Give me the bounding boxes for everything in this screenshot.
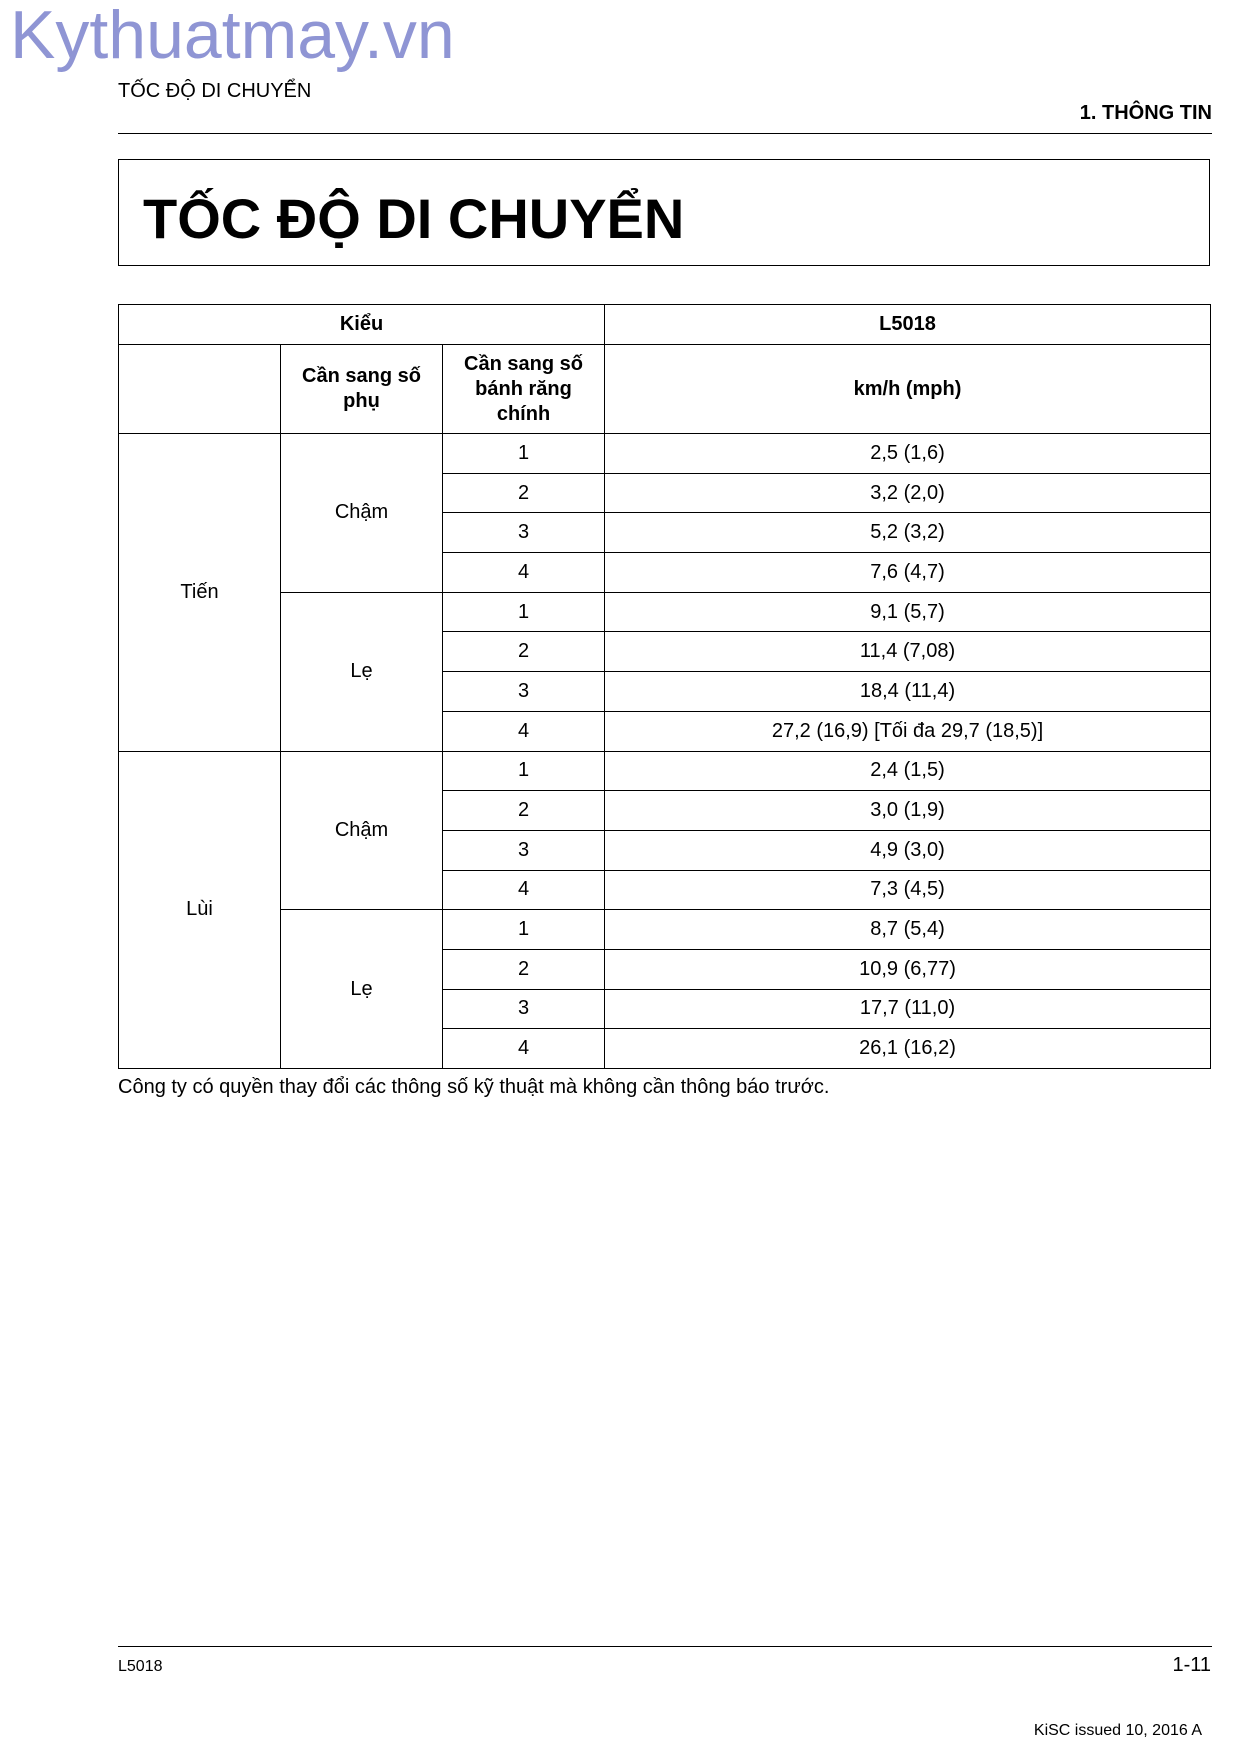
gear-cell: 2 [443,949,605,989]
speed-cell: 5,2 (3,2) [605,513,1211,553]
speed-cell: 10,9 (6,77) [605,949,1211,989]
title-box [118,159,1210,266]
speed-cell: 7,6 (4,7) [605,553,1211,593]
issue-note: KiSC issued 10, 2016 A [1033,1722,1202,1739]
table-subheader-row [119,345,1211,434]
gear-cell: 2 [443,473,605,513]
range-cell: Lẹ [281,910,443,1069]
speed-cell: 2,4 (1,5) [605,751,1211,791]
range-cell: Chậm [281,751,443,910]
speed-cell: 7,3 (4,5) [605,870,1211,910]
speed-cell: 26,1 (16,2) [605,1029,1211,1069]
header-model-value: L5018 [605,305,1211,345]
page-number: 1-11 [1172,1654,1211,1676]
speed-cell: 4,9 (3,0) [605,830,1211,870]
travel-speed-table [118,304,1211,1069]
table-row [119,910,1211,950]
footnote: Công ty có quyền thay đổi các thông số kỹ thuật mà không cần thông báo trước. [118,1076,830,1098]
gear-cell: 4 [443,870,605,910]
speed-cell: 2,5 (1,6) [605,434,1211,474]
range-cell: Chậm [281,434,443,593]
speed-cell: 3,0 (1,9) [605,791,1211,831]
gear-cell: 3 [443,672,605,712]
table-row [119,592,1211,632]
gear-cell: 1 [443,751,605,791]
speed-cell: 9,1 (5,7) [605,592,1211,632]
header-aux-shift-text: Cần sang số phụ [302,365,421,412]
gear-cell: 3 [443,513,605,553]
gear-cell: 4 [443,1029,605,1069]
footer-model: L5018 [118,1658,163,1675]
speed-cell: 3,2 (2,0) [605,473,1211,513]
gear-cell: 1 [443,910,605,950]
running-header-title: TỐC ĐỘ DI CHUYỂN [118,80,312,102]
header-main-shift [443,345,605,434]
speed-cell: 18,4 (11,4) [605,672,1211,712]
gear-cell: 2 [443,791,605,831]
speed-cell: 17,7 (11,0) [605,989,1211,1029]
table-row [119,751,1211,791]
footer-divider [118,1646,1212,1647]
gear-cell: 3 [443,989,605,1029]
range-cell: Lẹ [281,592,443,751]
gear-cell: 4 [443,553,605,593]
direction-cell: Lùi [119,751,281,1069]
speed-cell: 8,7 (5,4) [605,910,1211,950]
speed-cell: 27,2 (16,9) [Tối đa 29,7 (18,5)] [605,711,1211,751]
gear-cell: 2 [443,632,605,672]
running-header-section: 1. THÔNG TIN [1079,102,1212,124]
gear-cell: 3 [443,830,605,870]
header-divider [118,133,1212,134]
header-aux-shift [281,345,443,434]
gear-cell: 1 [443,434,605,474]
gear-cell: 1 [443,592,605,632]
watermark-logo: Kythuatmay.vn [10,0,455,73]
speed-cell: 11,4 (7,08) [605,632,1211,672]
header-main-shift-text: Cần sang số bánh răng chính [464,352,583,425]
table-body [119,434,1211,1069]
header-unit: km/h (mph) [605,345,1211,434]
table-row [119,434,1211,474]
header-model-label: Kiểu [119,305,605,345]
gear-cell: 4 [443,711,605,751]
table-header-row [119,305,1211,345]
header-empty-cell [119,345,281,434]
page-title: TỐC ĐỘ DI CHUYỂN [143,187,685,250]
direction-cell: Tiến [119,434,281,752]
